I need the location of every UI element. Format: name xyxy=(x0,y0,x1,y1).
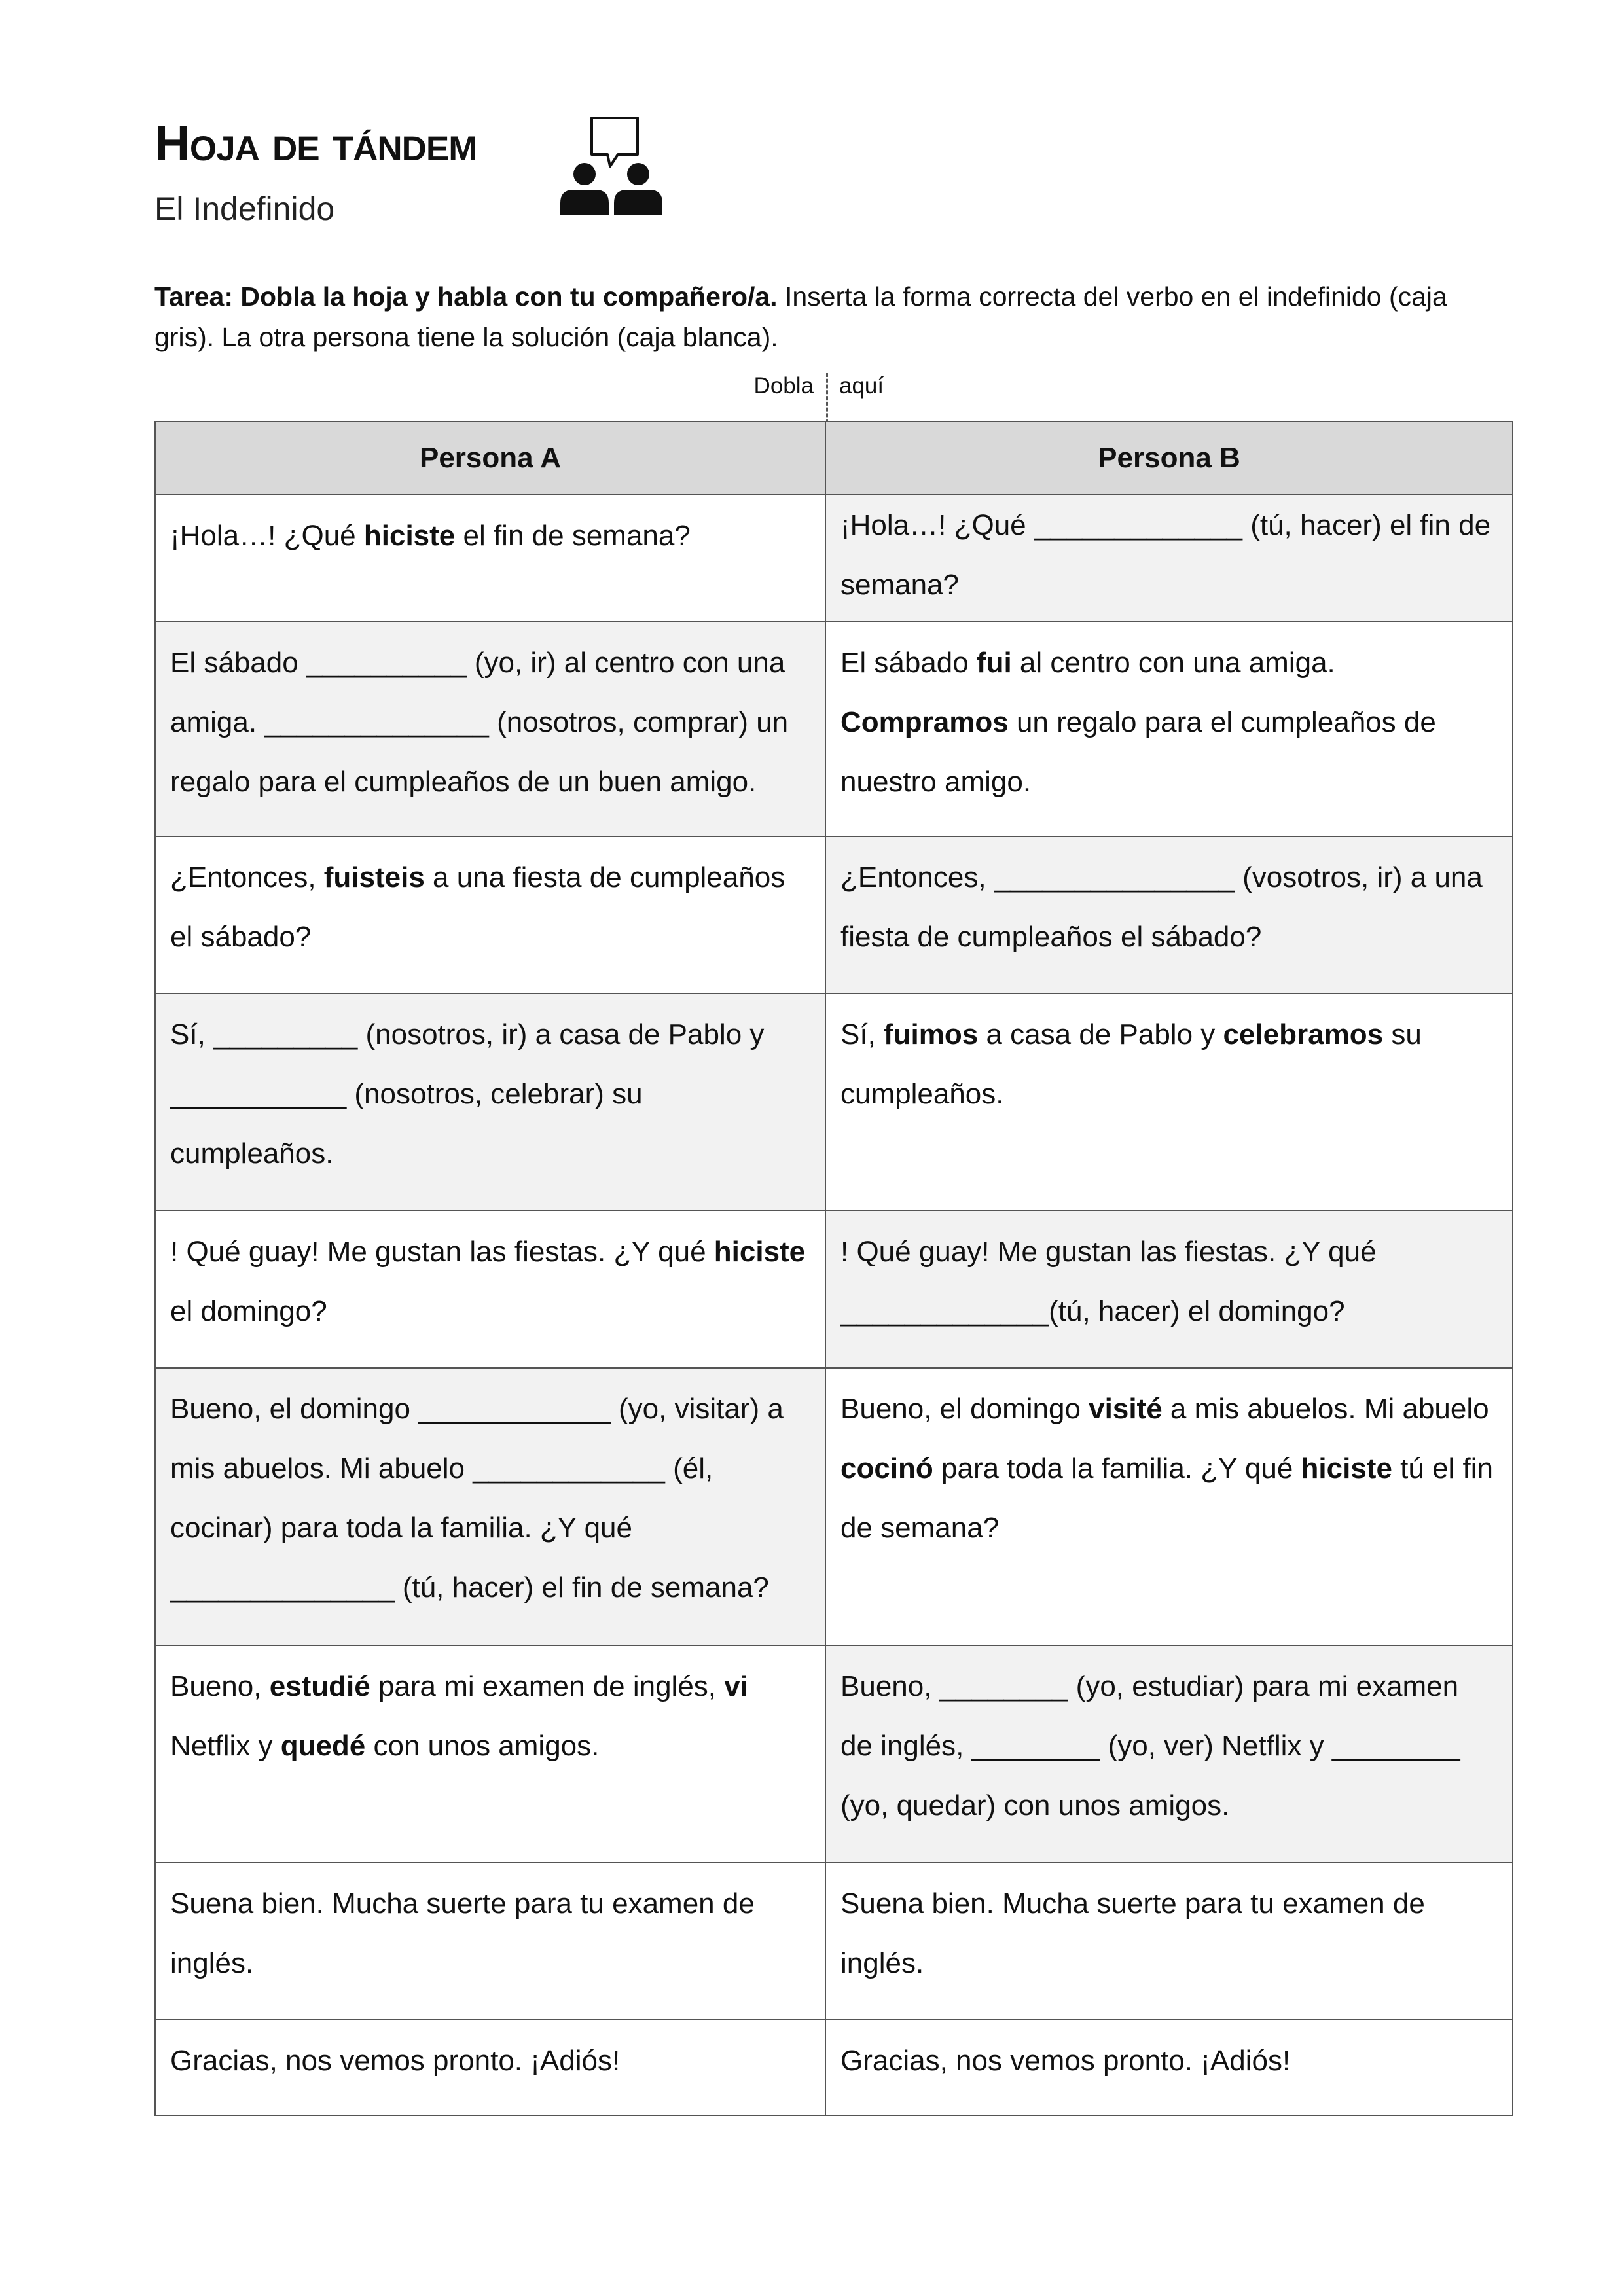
cell-text: a mis abuelos. Mi abuelo xyxy=(1162,1393,1489,1425)
verb-answer: hiciste xyxy=(1301,1452,1392,1484)
persona-b-cell xyxy=(825,836,1513,994)
verb-answer: hiciste xyxy=(363,520,456,552)
table-row xyxy=(155,1645,1513,1863)
cell-text: un regalo para el cumpleaños de nuestro amigo. xyxy=(840,706,1436,798)
persona-b-cell xyxy=(825,1368,1513,1645)
verb-answer: celebramos xyxy=(1223,1018,1384,1050)
cell-text: Suena bien. Mucha suerte para tu examen de inglés. xyxy=(840,1888,1425,1979)
persona-a-cell xyxy=(155,1368,825,1645)
verb-answer: Compramos xyxy=(840,706,1009,738)
persona-b-cell xyxy=(825,622,1513,836)
cell-text: el fin de semana? xyxy=(455,520,691,552)
persona-a-cell xyxy=(155,836,825,994)
cell-text: Bueno, xyxy=(170,1670,270,1702)
cell-text: ! Qué guay! Me gustan las fiestas. ¿Y qué _____________(tú, hacer) el domingo? xyxy=(840,1236,1377,1327)
persona-b-cell xyxy=(825,495,1513,622)
persona-b-cell xyxy=(825,1645,1513,1863)
table-row xyxy=(155,2020,1513,2115)
table-row xyxy=(155,495,1513,622)
persona-a-cell xyxy=(155,2020,825,2115)
cell-text: Bueno, ________ (yo, estudiar) para mi examen de inglés, ________ (yo, ver) Netflix y ________ (yo, quedar) con unos amigos. xyxy=(840,1670,1460,1821)
verb-answer: vi xyxy=(724,1670,748,1702)
fold-label-right: aquí xyxy=(839,373,884,399)
cell-text: ¿Entonces, xyxy=(170,861,324,893)
cell-text: para toda la familia. ¿Y qué xyxy=(933,1452,1301,1484)
verb-answer: estudié xyxy=(269,1670,370,1702)
persona-a-cell xyxy=(155,1645,825,1863)
cell-text: ¿Entonces, _______________ (vosotros, ir) a una fiesta de cumpleaños el sábado? xyxy=(840,861,1483,953)
tandem-conversation-icon xyxy=(555,111,666,223)
cell-text: para mi examen de inglés, xyxy=(370,1670,725,1702)
persona-b-cell xyxy=(825,1211,1513,1368)
cell-text: Suena bien. Mucha suerte para tu examen de inglés. xyxy=(170,1888,755,1979)
verb-answer: hiciste xyxy=(713,1236,806,1268)
cell-text: Netflix y xyxy=(170,1730,281,1762)
verb-answer: quedé xyxy=(280,1730,366,1762)
task-instructions xyxy=(154,276,1464,357)
persona-a-cell xyxy=(155,622,825,836)
cell-text: Sí, xyxy=(840,1018,884,1050)
cell-text: tú el fin de semana? xyxy=(840,1452,1494,1544)
cell-text: su cumpleaños. xyxy=(840,1018,1422,1110)
page-title: Hoja de tándem xyxy=(154,116,477,171)
verb-answer: cocinó xyxy=(840,1452,933,1484)
cell-text: a casa de Pablo y xyxy=(978,1018,1223,1050)
table-row xyxy=(155,994,1513,1211)
table-header-row xyxy=(155,422,1513,495)
page-subtitle: El Indefinido xyxy=(154,190,335,227)
table-row xyxy=(155,622,1513,836)
header-persona-b: Persona B xyxy=(825,422,1513,495)
persona-a-cell xyxy=(155,495,825,622)
cell-text: El sábado __________ (yo, ir) al centro con una amiga. ______________ (nosotros, comprar) un regalo para el cumpleaños de un buen amigo. xyxy=(170,647,789,798)
fold-label-left: Dobla xyxy=(753,373,814,399)
persona-a-cell xyxy=(155,1863,825,2020)
cell-text: a una fiesta de cumpleaños el sábado? xyxy=(170,861,785,953)
cell-text: Bueno, el domingo xyxy=(840,1393,1089,1425)
cell-text: El sábado xyxy=(840,647,977,679)
cell-text: el domingo? xyxy=(170,1295,327,1327)
cell-text: ! Qué guay! Me gustan las fiestas. ¿Y qué xyxy=(170,1236,714,1268)
verb-answer: fuimos xyxy=(884,1018,979,1050)
cell-text: ¡Hola…! ¿Qué xyxy=(170,520,364,552)
tandem-table xyxy=(154,421,1513,2116)
verb-answer: visité xyxy=(1089,1393,1163,1425)
cell-text: Sí, _________ (nosotros, ir) a casa de Pablo y ___________ (nosotros, celebrar) su cumpleaños. xyxy=(170,1018,765,1170)
table-row xyxy=(155,1211,1513,1368)
header-persona-a: Persona A xyxy=(155,422,825,495)
cell-text: Gracias, nos vemos pronto. ¡Adiós! xyxy=(170,2045,621,2077)
cell-text: Gracias, nos vemos pronto. ¡Adiós! xyxy=(840,2045,1291,2077)
table-row xyxy=(155,1368,1513,1645)
persona-a-cell xyxy=(155,994,825,1211)
table-row xyxy=(155,836,1513,994)
verb-answer: fui xyxy=(976,647,1012,679)
persona-b-cell xyxy=(825,2020,1513,2115)
table-row xyxy=(155,1863,1513,2020)
verb-answer: fuisteis xyxy=(323,861,425,893)
persona-b-cell xyxy=(825,994,1513,1211)
cell-text: al centro con una amiga. xyxy=(1011,647,1335,679)
cell-text: con unos amigos. xyxy=(365,1730,600,1762)
cell-text: ¡Hola…! ¿Qué _____________ (tú, hacer) el fin de semana? xyxy=(840,509,1491,601)
persona-b-cell xyxy=(825,1863,1513,2020)
persona-a-cell xyxy=(155,1211,825,1368)
table-body xyxy=(155,495,1513,2115)
cell-text: Bueno, el domingo ____________ (yo, visitar) a mis abuelos. Mi abuelo ____________ (él, cocinar) para toda la familia. ¿Y qué ______________ (tú, hacer) el fin de semana? xyxy=(170,1393,784,1604)
task-text: Inserta la forma correcta del verbo en el indefinido (caja gris). La otra persona tiene la solución (caja blanca). xyxy=(154,281,1447,352)
task-label: Tarea: Dobla la hoja y habla con tu compañero/a. xyxy=(154,281,778,312)
